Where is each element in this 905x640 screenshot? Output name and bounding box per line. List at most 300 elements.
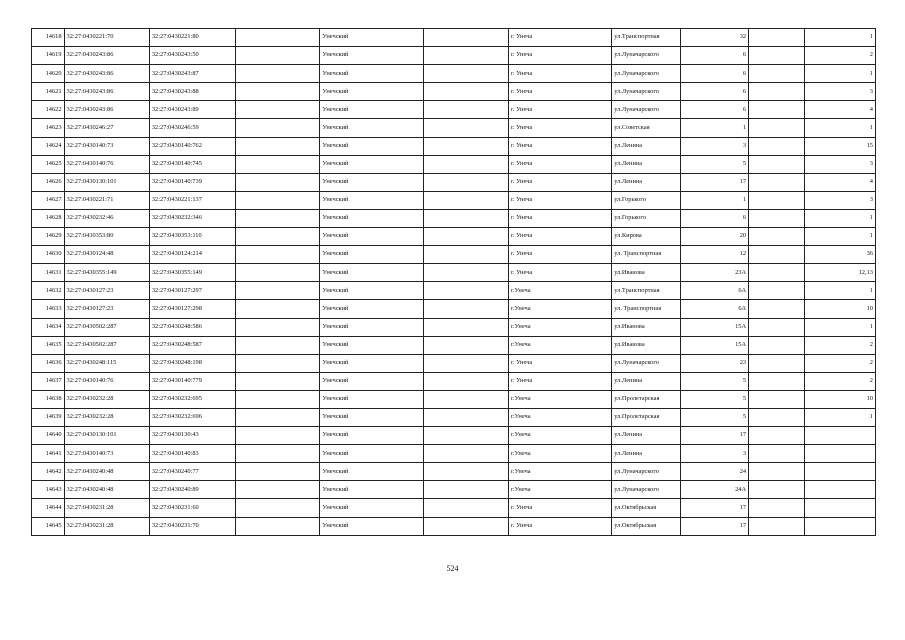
street-cell: ул.Луначарского <box>612 481 680 499</box>
street-cell: ул.Луначарского <box>612 47 680 65</box>
empty-cell <box>236 318 320 336</box>
district-cell: Унечский <box>320 481 423 499</box>
cadastral-quarter-cell: 32:27:0430130:101 <box>64 427 149 445</box>
settlement-cell: г. Унеча <box>508 137 611 155</box>
cadastral-number-cell: 32:27:0430353:110 <box>149 228 235 246</box>
empty-cell <box>749 408 805 426</box>
empty-cell <box>749 427 805 445</box>
empty-cell <box>749 101 805 119</box>
house-number-cell: 5 <box>680 390 748 408</box>
empty-cell <box>423 29 508 47</box>
settlement-cell: г. Унеча <box>508 119 611 137</box>
house-number-cell: 15А <box>680 318 748 336</box>
table-row <box>32 119 876 137</box>
empty-cell <box>423 228 508 246</box>
district-cell: Унечский <box>320 427 423 445</box>
cadastral-quarter-cell: 32:27:0430243:86 <box>64 83 149 101</box>
cadastral-number-cell: 32:27:0430127:297 <box>149 282 235 300</box>
table-row <box>32 408 876 426</box>
empty-cell <box>236 137 320 155</box>
house-number-cell: 17 <box>680 427 748 445</box>
empty-cell <box>423 137 508 155</box>
house-number-cell: 1 <box>680 191 748 209</box>
apartment-number-cell <box>805 427 876 445</box>
record-id-cell: 14642 <box>32 463 65 481</box>
table-row <box>32 427 876 445</box>
cadastral-number-cell: 32:27:0430140:739 <box>149 173 235 191</box>
table-row <box>32 101 876 119</box>
settlement-cell: г.Унеча <box>508 336 611 354</box>
house-number-cell: 6 <box>680 47 748 65</box>
district-cell: Унечский <box>320 137 423 155</box>
street-cell: ул.Луначарского <box>612 463 680 481</box>
district-cell: Унечский <box>320 372 423 390</box>
apartment-number-cell: 2 <box>805 336 876 354</box>
empty-cell <box>423 83 508 101</box>
empty-cell <box>749 119 805 137</box>
house-number-cell: 3 <box>680 445 748 463</box>
house-number-cell: 6А <box>680 282 748 300</box>
empty-cell <box>749 336 805 354</box>
apartment-number-cell: 2 <box>805 372 876 390</box>
cadastral-number-cell: 32:27:0430130:43 <box>149 427 235 445</box>
empty-cell <box>423 408 508 426</box>
record-id-cell: 14624 <box>32 137 65 155</box>
empty-cell <box>423 246 508 264</box>
house-number-cell: 24А <box>680 481 748 499</box>
empty-cell <box>423 155 508 173</box>
settlement-cell: г. Унеча <box>508 29 611 47</box>
cadastral-quarter-cell: 32:27:0430240:48 <box>64 481 149 499</box>
district-cell: Унечский <box>320 336 423 354</box>
house-number-cell: 6 <box>680 83 748 101</box>
cadastral-number-cell: 32:27:0430221:137 <box>149 191 235 209</box>
apartment-number-cell: 36 <box>805 246 876 264</box>
street-cell: ул.Луначарского <box>612 83 680 101</box>
cadastral-quarter-cell: 32:27:0430243:86 <box>64 101 149 119</box>
table-row <box>32 499 876 517</box>
apartment-number-cell <box>805 445 876 463</box>
empty-cell <box>236 427 320 445</box>
empty-cell <box>749 47 805 65</box>
table-row <box>32 481 876 499</box>
house-number-cell: 12 <box>680 246 748 264</box>
apartment-number-cell <box>805 463 876 481</box>
settlement-cell: г. Унеча <box>508 264 611 282</box>
table-row <box>32 65 876 83</box>
apartment-number-cell: 4 <box>805 101 876 119</box>
empty-cell <box>236 445 320 463</box>
empty-cell <box>236 228 320 246</box>
house-number-cell: 32 <box>680 29 748 47</box>
table-row <box>32 264 876 282</box>
apartment-number-cell: 10 <box>805 390 876 408</box>
empty-cell <box>236 517 320 535</box>
cadastral-quarter-cell: 32:27:0430130:101 <box>64 173 149 191</box>
district-cell: Унечский <box>320 209 423 227</box>
empty-cell <box>749 65 805 83</box>
record-id-cell: 14630 <box>32 246 65 264</box>
page-number: 524 <box>446 564 459 573</box>
apartment-number-cell: 2 <box>805 47 876 65</box>
street-cell: ул.Октябрьская <box>612 517 680 535</box>
cadastral-number-cell: 32:27:0430240:77 <box>149 463 235 481</box>
cadastral-number-cell: 32:27:0430140:745 <box>149 155 235 173</box>
empty-cell <box>423 300 508 318</box>
record-id-cell: 14619 <box>32 47 65 65</box>
record-id-cell: 14628 <box>32 209 65 227</box>
table-row <box>32 336 876 354</box>
apartment-number-cell: 1 <box>805 65 876 83</box>
street-cell: ул.Советская <box>612 119 680 137</box>
cadastral-quarter-cell: 32:27:0430231:28 <box>64 517 149 535</box>
street-cell: ул.Ленина <box>612 155 680 173</box>
settlement-cell: г. Унеча <box>508 246 611 264</box>
district-cell: Унечский <box>320 282 423 300</box>
empty-cell <box>236 83 320 101</box>
cadastral-number-cell: 32:27:0430231:70 <box>149 517 235 535</box>
cadastral-quarter-cell: 32:27:0430240:48 <box>64 463 149 481</box>
cadastral-quarter-cell: 32:27:0430502:287 <box>64 318 149 336</box>
empty-cell <box>749 29 805 47</box>
empty-cell <box>236 119 320 137</box>
cadastral-quarter-cell: 32:27:0430140:76 <box>64 155 149 173</box>
empty-cell <box>423 119 508 137</box>
table-row <box>32 191 876 209</box>
apartment-number-cell: 1 <box>805 228 876 246</box>
apartment-number-cell: 15 <box>805 137 876 155</box>
record-id-cell: 14645 <box>32 517 65 535</box>
district-cell: Унечский <box>320 65 423 83</box>
house-number-cell: 5 <box>680 372 748 390</box>
settlement-cell: г.Унеча <box>508 390 611 408</box>
street-cell: ул.Иванова <box>612 336 680 354</box>
district-cell: Унечский <box>320 119 423 137</box>
empty-cell <box>236 481 320 499</box>
apartment-number-cell: 2 <box>805 354 876 372</box>
apartment-number-cell: 1 <box>805 282 876 300</box>
house-number-cell: 17 <box>680 499 748 517</box>
empty-cell <box>749 300 805 318</box>
empty-cell <box>423 390 508 408</box>
street-cell: ул.Ленина <box>612 173 680 191</box>
district-cell: Унечский <box>320 173 423 191</box>
empty-cell <box>423 427 508 445</box>
settlement-cell: г.Унеча <box>508 408 611 426</box>
district-cell: Унечский <box>320 499 423 517</box>
record-id-cell: 14625 <box>32 155 65 173</box>
record-id-cell: 14626 <box>32 173 65 191</box>
cadastral-quarter-cell: 32:27:0430353:80 <box>64 228 149 246</box>
empty-cell <box>423 47 508 65</box>
settlement-cell: г. Унеча <box>508 517 611 535</box>
empty-cell <box>423 209 508 227</box>
table-row <box>32 173 876 191</box>
empty-cell <box>423 499 508 517</box>
empty-cell <box>423 517 508 535</box>
cadastral-quarter-cell: 32:27:0430221:70 <box>64 29 149 47</box>
record-id-cell: 14633 <box>32 300 65 318</box>
street-cell: ул.Ленина <box>612 372 680 390</box>
empty-cell <box>749 318 805 336</box>
empty-cell <box>236 155 320 173</box>
cadastral-number-cell: 32:27:0430240:89 <box>149 481 235 499</box>
table-row <box>32 246 876 264</box>
district-cell: Унечский <box>320 408 423 426</box>
record-id-cell: 14640 <box>32 427 65 445</box>
cadastral-number-cell: 32:27:0430243:88 <box>149 83 235 101</box>
empty-cell <box>236 246 320 264</box>
empty-cell <box>236 29 320 47</box>
table-row <box>32 390 876 408</box>
apartment-number-cell: 3 <box>805 191 876 209</box>
empty-cell <box>423 463 508 481</box>
street-cell: ул. Транспортная <box>612 300 680 318</box>
cadastral-quarter-cell: 32:27:0430140:73 <box>64 445 149 463</box>
settlement-cell: г.Унеча <box>508 427 611 445</box>
empty-cell <box>236 463 320 481</box>
empty-cell <box>749 228 805 246</box>
district-cell: Унечский <box>320 155 423 173</box>
cadastral-quarter-cell: 32:27:0430232:28 <box>64 390 149 408</box>
district-cell: Унечский <box>320 191 423 209</box>
district-cell: Унечский <box>320 463 423 481</box>
street-cell: ул.Луначарского <box>612 65 680 83</box>
empty-cell <box>236 336 320 354</box>
settlement-cell: г. Унеча <box>508 191 611 209</box>
district-cell: Унечский <box>320 246 423 264</box>
record-id-cell: 14637 <box>32 372 65 390</box>
empty-cell <box>423 173 508 191</box>
cadastral-number-cell: 32:27:0430124:214 <box>149 246 235 264</box>
empty-cell <box>749 137 805 155</box>
empty-cell <box>423 481 508 499</box>
settlement-cell: г. Унеча <box>508 83 611 101</box>
street-cell: ул.Транспортная <box>612 29 680 47</box>
street-cell: ул.Иванова <box>612 264 680 282</box>
cadastral-number-cell: 32:27:0430231:60 <box>149 499 235 517</box>
record-id-cell: 14638 <box>32 390 65 408</box>
cadastral-quarter-cell: 32:27:0430127:23 <box>64 300 149 318</box>
street-cell: ул. Транспортная <box>612 246 680 264</box>
cadastral-quarter-cell: 32:27:0430232:28 <box>64 408 149 426</box>
street-cell: ул.Октябрьская <box>612 499 680 517</box>
district-cell: Унечский <box>320 517 423 535</box>
table-row <box>32 155 876 173</box>
street-cell: ул.Горького <box>612 191 680 209</box>
record-id-cell: 14641 <box>32 445 65 463</box>
cadastral-number-cell: 32:27:0430127:298 <box>149 300 235 318</box>
settlement-cell: г. Унеча <box>508 499 611 517</box>
record-id-cell: 14620 <box>32 65 65 83</box>
record-id-cell: 14636 <box>32 354 65 372</box>
empty-cell <box>749 445 805 463</box>
cadastral-number-cell: 32:27:0430140:83 <box>149 445 235 463</box>
empty-cell <box>236 300 320 318</box>
cadastral-quarter-cell: 32:27:0430232:46 <box>64 209 149 227</box>
table-row <box>32 445 876 463</box>
apartment-number-cell: 1 <box>805 119 876 137</box>
apartment-number-cell <box>805 517 876 535</box>
settlement-cell: г. Унеча <box>508 101 611 119</box>
empty-cell <box>423 372 508 390</box>
district-cell: Унечский <box>320 101 423 119</box>
empty-cell <box>749 463 805 481</box>
empty-cell <box>236 101 320 119</box>
settlement-cell: г.Унеча <box>508 445 611 463</box>
house-number-cell: 5 <box>680 408 748 426</box>
empty-cell <box>749 517 805 535</box>
settlement-cell: г.Унеча <box>508 300 611 318</box>
empty-cell <box>236 209 320 227</box>
settlement-cell: г. Унеча <box>508 228 611 246</box>
cadastral-number-cell: 32:27:0430248:198 <box>149 354 235 372</box>
empty-cell <box>749 481 805 499</box>
cadastral-number-cell: 32:27:0430248:587 <box>149 336 235 354</box>
empty-cell <box>423 336 508 354</box>
cadastral-number-cell: 32:27:0430140:762 <box>149 137 235 155</box>
district-cell: Унечский <box>320 390 423 408</box>
empty-cell <box>749 282 805 300</box>
empty-cell <box>236 408 320 426</box>
cadastral-quarter-cell: 32:27:0430243:86 <box>64 47 149 65</box>
record-id-cell: 14621 <box>32 83 65 101</box>
street-cell: ул.Луначарского <box>612 101 680 119</box>
empty-cell <box>236 354 320 372</box>
record-id-cell: 14631 <box>32 264 65 282</box>
district-cell: Унечский <box>320 83 423 101</box>
cadastral-number-cell: 32:27:0430243:50 <box>149 47 235 65</box>
street-cell: ул.Иванова <box>612 318 680 336</box>
table-row <box>32 318 876 336</box>
settlement-cell: г. Унеча <box>508 209 611 227</box>
cadastral-number-cell: 32:27:0430248:586 <box>149 318 235 336</box>
registry-body <box>32 29 876 536</box>
district-cell: Унечский <box>320 29 423 47</box>
cadastral-quarter-cell: 32:27:0430248:115 <box>64 354 149 372</box>
empty-cell <box>423 101 508 119</box>
house-number-cell: 5 <box>680 155 748 173</box>
apartment-number-cell: 1 <box>805 209 876 227</box>
cadastral-quarter-cell: 32:27:0430231:28 <box>64 499 149 517</box>
cadastral-number-cell: 32:27:0430243:89 <box>149 101 235 119</box>
settlement-cell: г. Унеча <box>508 173 611 191</box>
apartment-number-cell: 1 <box>805 408 876 426</box>
cadastral-number-cell: 32:27:0430232:695 <box>149 390 235 408</box>
street-cell: ул.Луначарского <box>612 354 680 372</box>
settlement-cell: г. Унеча <box>508 65 611 83</box>
apartment-number-cell <box>805 499 876 517</box>
table-row <box>32 209 876 227</box>
cadastral-quarter-cell: 32:27:0430246:27 <box>64 119 149 137</box>
street-cell: ул.Транспортная <box>612 282 680 300</box>
cadastral-quarter-cell: 32:27:0430221:71 <box>64 191 149 209</box>
street-cell: ул.Горького <box>612 209 680 227</box>
empty-cell <box>749 372 805 390</box>
house-number-cell: 20 <box>680 228 748 246</box>
street-cell: ул.Ленина <box>612 445 680 463</box>
table-row <box>32 228 876 246</box>
empty-cell <box>749 155 805 173</box>
empty-cell <box>236 47 320 65</box>
street-cell: ул.Ленина <box>612 137 680 155</box>
cadastral-quarter-cell: 32:27:0430140:73 <box>64 137 149 155</box>
table-row <box>32 83 876 101</box>
settlement-cell: г.Унеча <box>508 463 611 481</box>
empty-cell <box>236 264 320 282</box>
house-number-cell: 3 <box>680 137 748 155</box>
house-number-cell: 6 <box>680 65 748 83</box>
house-number-cell: 15А <box>680 336 748 354</box>
apartment-number-cell: 10 <box>805 300 876 318</box>
empty-cell <box>749 354 805 372</box>
record-id-cell: 14623 <box>32 119 65 137</box>
table-row <box>32 517 876 535</box>
empty-cell <box>749 209 805 227</box>
record-id-cell: 14627 <box>32 191 65 209</box>
empty-cell <box>423 318 508 336</box>
apartment-number-cell: 3 <box>805 83 876 101</box>
cadastral-quarter-cell: 32:27:0430140:76 <box>64 372 149 390</box>
empty-cell <box>749 191 805 209</box>
record-id-cell: 14634 <box>32 318 65 336</box>
cadastral-number-cell: 32:27:0430232:696 <box>149 408 235 426</box>
settlement-cell: г. Унеча <box>508 47 611 65</box>
record-id-cell: 14629 <box>32 228 65 246</box>
district-cell: Унечский <box>320 228 423 246</box>
street-cell: ул.Кирова <box>612 228 680 246</box>
cadastral-number-cell: 32:27:0430232:346 <box>149 209 235 227</box>
settlement-cell: г.Унеча <box>508 481 611 499</box>
cadastral-number-cell: 32:27:0430243:87 <box>149 65 235 83</box>
cadastral-number-cell: 32:27:0430355:149 <box>149 264 235 282</box>
apartment-number-cell <box>805 481 876 499</box>
street-cell: ул.Ленина <box>612 427 680 445</box>
house-number-cell: 23А <box>680 264 748 282</box>
house-number-cell: 24 <box>680 463 748 481</box>
district-cell: Унечский <box>320 264 423 282</box>
table-row <box>32 300 876 318</box>
empty-cell <box>423 445 508 463</box>
settlement-cell: г. Унеча <box>508 155 611 173</box>
house-number-cell: 6 <box>680 209 748 227</box>
settlement-cell: г.Унеча <box>508 282 611 300</box>
empty-cell <box>749 499 805 517</box>
district-cell: Унечский <box>320 318 423 336</box>
table-row <box>32 354 876 372</box>
apartment-number-cell: 1 <box>805 29 876 47</box>
empty-cell <box>236 282 320 300</box>
empty-cell <box>749 173 805 191</box>
table-row <box>32 463 876 481</box>
empty-cell <box>423 282 508 300</box>
house-number-cell: 17 <box>680 173 748 191</box>
empty-cell <box>423 191 508 209</box>
apartment-number-cell: 12,13 <box>805 264 876 282</box>
table-row <box>32 29 876 47</box>
empty-cell <box>236 499 320 517</box>
house-number-cell: 6 <box>680 101 748 119</box>
settlement-cell: г. Унеча <box>508 354 611 372</box>
cadastral-quarter-cell: 32:27:0430355:149 <box>64 264 149 282</box>
cadastral-number-cell: 32:27:0430140:779 <box>149 372 235 390</box>
record-id-cell: 14644 <box>32 499 65 517</box>
empty-cell <box>423 65 508 83</box>
record-id-cell: 14635 <box>32 336 65 354</box>
record-id-cell: 14643 <box>32 481 65 499</box>
house-number-cell: 23 <box>680 354 748 372</box>
empty-cell <box>236 372 320 390</box>
